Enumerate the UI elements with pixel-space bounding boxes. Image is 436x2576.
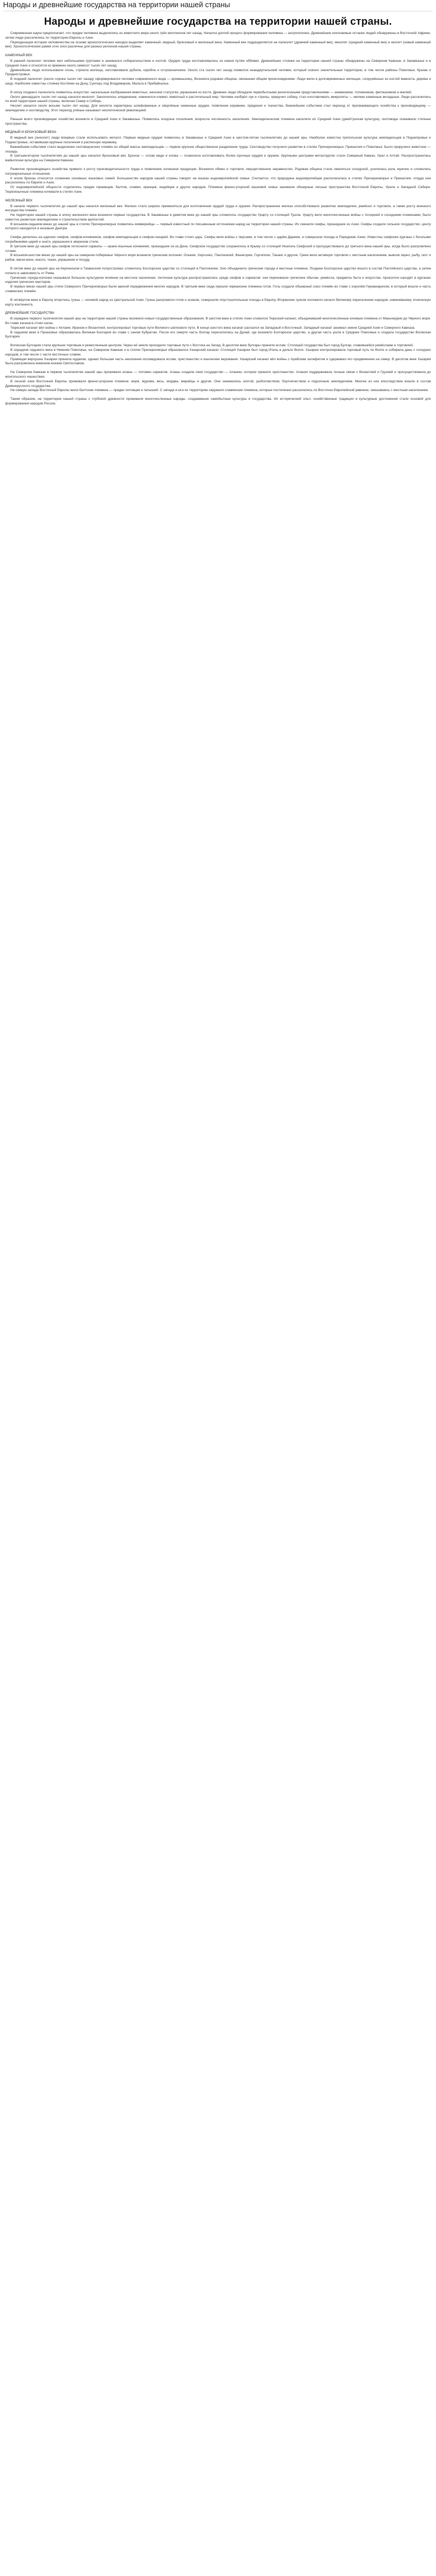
section-heading: КАМЕННЫЙ ВЕК	[5, 54, 32, 58]
page-title: Народы и древнейшие государства на территории нашей страны.	[44, 16, 392, 27]
body-paragraph: Тюркский каганат вёл войны с Китаем, Ираном и Византией, контролировал торговые пути Великого шёлкового пути. В конце шестого века каганат распался на Западный и Восточный. Западный каганат занимал земли Средней Азии и Северного Кавказа.	[10, 326, 415, 330]
body-paragraph: В седьмом веке в Приазовье образовалась Великая Болгария во главе с ханом Кубратом. После его смерти часть болгар переселилась на Дунай, где возникло Болгарское царство, а другая часть ушла в Среднее Поволжье и создала государство Волжская Булгария.	[5, 330, 431, 339]
body-paragraph: Неолит начался около восьми тысяч лет назад. Для неолита характерны шлифованные и сверлёные каменные орудия, появление керамики, прядения и ткачества. Важнейшим событием стал переход от присваивающего хозяйства к производящему — земледелию и скотоводству. Этот переход учёные называют неолитической революцией.	[5, 104, 431, 112]
body-paragraph: Развитие производящего хозяйства привело к росту производительности труда и появлению излишков продукции. Возникли обмен и торговля, имущественное неравенство. Родовая община стала сменяться соседской, усилилась роль мужчин и сложились патриархальные отношения.	[5, 167, 431, 176]
section-heading: ДРЕВНЕЙШИЕ ГОСУДАРСТВА	[5, 311, 55, 315]
body-paragraph: В середине седьмого века в Нижнем Поволжье, на Северном Кавказе и в степях Причерноморья образовался Хазарский каганат. Столицей Хазарии был город Итиль в дельте Волги. Хазария контролировала торговый путь по Волге и собирала дань с соседних народов, в том числе с части восточных славян.	[5, 348, 431, 357]
body-paragraph: Волжская Булгария стала крупным торговым и ремесленным центром. Через её земли проходили торговые пути с Востока на Запад. В десятом веке булгары приняли ислам. Столицей государства был город Булгар, славившийся ремёслами и торговлей.	[10, 344, 414, 348]
intro-paragraph: Современная наука предполагает, что предки человека выделились из животного мира около трёх миллионов лет назад. Начался долгий процесс формирования человека — антропогенез. Древнейшие ископаемые останки людей обнаружены в Восточной Африке, затем люди расселились по территории Европы и Азии.	[5, 31, 431, 40]
browser-title: Народы и древнейшие государства на территории нашей страны	[3, 1, 230, 9]
section-heading: МЕДНЫЙ И БРОНЗОВЫЙ ВЕКА	[5, 130, 57, 134]
body-paragraph: На северо-западе Восточной Европы жили балтские племена — предки литовцев и латышей. С запада и юга их территорию окружали славянские племена, которые постепенно расселялись по Восточно-Европейской равнине, смешиваясь с местным населением.	[10, 388, 429, 393]
body-paragraph: В четвёртом веке в Европу вторглись гунны — кочевой народ из Центральной Азии. Гунны разгромили готов и аланов, совершили опустошительные походы в Европу. Вторжение гуннов положило начало Великому переселению народов, изменившему этническую карту континента.	[5, 298, 431, 307]
body-paragraph: В восьмом-седьмом веках до нашей эры в степях Причерноморья появились киммерийцы — первый известный по письменным источникам народ на территории нашей страны. Их сменили скифы, пришедшие из Азии. Скифы создали сильное государство, центр которого находился в низовьях Днепра.	[5, 222, 431, 231]
body-paragraph: В середине первого тысячелетия нашей эры на территории нашей страны возникли новые государственные образования. В шестом веке в степях Азии сложился Тюркский каганат, объединивший многочисленные кочевые племена от Маньчжурии до Чёрного моря. Во главе каганата стоял каган.	[5, 317, 431, 326]
body-paragraph: В пятом веке до нашей эры на Керченском и Таманском полуостровах сложилось Боспорское царство со столицей в Пантикапее. Оно объединило греческие города и местные племена. Позднее Боспорское царство вошло в состав Понтийского царства, а затем попало в зависимость от Рима.	[5, 267, 431, 275]
document-body	[5, 31, 431, 406]
body-paragraph: Греческие города-колонии оказывали большое культурное влияние на местное население. Античная культура распространялась среди скифов и сарматов: они перенимали греческие обычаи, ремёсла, предметы быта и искусства. Археологи находят в курганах изделия греческих мастеров.	[5, 276, 431, 284]
body-paragraph: В поздний палеолит (около сорока тысяч лет назад) сформировался человек современного вида — кроманьонец. Возникла родовая община, связанная общим происхождением. Люди жили в долговременных жилищах, сооружённых из костей мамонта, дерева и шкур. Наиболее известны стоянки Костёнки на Дону, Сунгирь под Владимиром, Мальта в Прибайкалье.	[5, 77, 431, 86]
body-paragraph: На территории нашей страны в эпоху железного века возникли первые государства. В Закавказье в девятом веке до нашей эры сложилось государство Урарту со столицей Тушпа. Урарту вело многочисленные войны с Ассирией и соседними племенами, было известно развитым земледелием и строительством крепостей.	[5, 213, 431, 222]
body-paragraph: Скифы делились на царских скифов, скифов-кочевников, скифов-земледельцев и скифов-пахарей. Во главе стоял царь. Скифы вели войны с персами, в том числе с царём Дарием, и совершали походы в Переднюю Азию. Известны скифские курганы с богатыми погребениями царей и знати, украшения в зверином стиле.	[5, 235, 431, 244]
body-paragraph: В начале первого тысячелетия до нашей эры начался железный век. Железо стало широко применяться для изготовления орудий труда и оружия. Распространение железа способствовало развитию земледелия, ремёсел и торговли, а также росту военного могущества племён.	[5, 204, 431, 213]
body-paragraph: От индоевропейской общности отделились предки германцев, балтов, славян, иранцев, индийцев и других народов. Племена финно-угорской языковой семьи занимали обширные лесные пространства Восточной Европы, Урала и Западной Сибири. Тюркоязычные племена кочевали в степях Азии.	[5, 185, 431, 194]
body-paragraph: Раньше всего производящее хозяйство возникло в Средней Азии и Закавказье. Появились оседлые поселения, возросла численность населения. Земледельческие племена населяли юг Средней Азии (джейтунская культура), скотоводы осваивали степные пространства.	[5, 117, 431, 126]
body-paragraph: На Северном Кавказе в первом тысячелетии нашей эры проживали аланы — потомки сарматов. Аланы создали своё государство — Аланию, которое приняло христианство. Алания поддерживала тесные связи с Византией и Грузией и просуществовала до монгольского нашествия.	[5, 370, 431, 379]
body-paragraph: В первых веках нашей эры степи Северного Причерноморья были ареной передвижения многих народов. В третьем веке сюда пришли германские племена готов. Готы создали обширный союз племён во главе с королём Германарихом, в который вошли и часть славянских племён.	[5, 285, 431, 294]
intro-paragraph: Периодизация истории человечества на основе археологических находок выделяет каменный, медный, бронзовый и железный века. Каменный век подразделяется на палеолит (древний каменный век), мезолит (средний каменный век) и неолит (новый каменный век). Хронологические рамки этих эпох различны для разных регионов нашей страны.	[5, 40, 431, 49]
body-paragraph: В третьем веке до нашей эры скифов потеснили сарматы — ирано-язычные кочевники, пришедшие из-за Дона. Скифское государство сохранилось в Крыму со столицей Неаполь Скифский и просуществовало до третьего века нашей эры, когда было разгромлено готами.	[5, 244, 431, 253]
body-paragraph: Правящая верхушка Хазарии приняла иудаизм, однако большая часть населения исповедовала ислам, христианство и языческие верования. Хазарский каганат вёл войны с Арабским халифатом и сдерживал его продвижение на север. В десятом веке Хазария была разгромлена киевским князем Святославом.	[5, 357, 431, 366]
body-paragraph: В восьмом-шестом веках до нашей эры на северном побережье Чёрного моря возникли греческие колонии: Ольвия, Херсонес, Пантикапей, Фанагория, Горгиппия, Танаис и другие. Греки вели активную торговлю с местным населением, вывозя зерно, рыбу, скот и рабов, ввозя вино, масло, ткани, украшения и посуду.	[5, 253, 431, 262]
body-paragraph: Около двенадцати тысяч лет назад начался мезолит. Закончилось оледенение, изменился климат, животный и растительный мир. Человек изобрёл лук и стрелы, приручил собаку, стал изготавливать микролиты — мелкие каменные вкладыши. Люди расселились по всей территории нашей страны, включая Север и Сибирь.	[5, 95, 431, 104]
body-paragraph: Древнейшие люди использовали огонь, строили жилища, изготавливали рубила, скребла и остроконечники. Около ста тысяч лет назад появился неандертальский человек, который освоил значительные территории, в том числе районы Поволжья, Крыма и Приднестровья.	[5, 68, 431, 77]
body-paragraph: В эпоху позднего палеолита появилось искусство: наскальные изображения животных, женские статуэтки, украшения из кости. Древние люди обладали первобытными религиозными представлениями — анимизмом, тотемизмом, фетишизмом и магией.	[10, 90, 412, 94]
body-paragraph: Таким образом, на территории нашей страны с глубокой древности проживали многочисленные народы, создававшие самобытные культуры и государства. Их исторический опыт, хозяйственные традиции и культурные достижения стали основой для формирования народов России.	[5, 397, 431, 405]
body-paragraph: Важнейшим событием стало выделение скотоводческих племён из общей массы земледельцев — первое крупное общественное разделение труда. Скотоводство получило развитие в степях Причерноморья, Прикаспия и Поволжья. Было приручено животное — лошадь.	[5, 145, 431, 154]
body-paragraph: В лесной зоне Восточной Европы проживали финно-угорские племена: меря, мурома, весь, мордва, марийцы и другие. Они занимались охотой, рыболовством, бортничеством и подсечным земледелием. Многие из них впоследствии вошли в состав Древнерусского государства.	[5, 379, 431, 388]
body-paragraph: В третьем-втором тысячелетиях до нашей эры начался бронзовый век. Бронза — сплав меди и олова — позволила изготавливать более прочные орудия и оружие. Крупными центрами металлургии стали Северный Кавказ, Урал и Алтай. Распространилась майкопская культура на Северном Кавказе.	[5, 154, 431, 163]
body-paragraph: К эпохе бронзы относится сложение основных языковых семей. Большинство народов нашей страны говорит на языках индоевропейской семьи. Считается, что прародина индоевропейцев располагалась в степях Причерноморья и Прикаспия, откуда они расселились по Европе и Азии.	[5, 176, 431, 185]
body-paragraph: В ранний палеолит человек жил небольшими группами и занимался собирательством и охотой. Орудия труда изготавливались из камня путём оббивки. Древнейшие стоянки на территории нашей страны обнаружены на Северном Кавказе, в Закавказье и в Средней Азии и относятся ко времени около семисот тысяч лет назад.	[5, 59, 431, 67]
body-paragraph: В медный век (энеолит) люди впервые стали использовать металл. Первые медные орудия появились в Закавказье и Средней Азии в шестом-пятом тысячелетиях до нашей эры. Наиболее известна трипольская культура земледельцев в Поднепровье и Поднестровье, оставившая крупные поселения и расписную керамику.	[5, 136, 431, 144]
section-heading: ЖЕЛЕЗНЫЙ ВЕК	[5, 198, 32, 202]
